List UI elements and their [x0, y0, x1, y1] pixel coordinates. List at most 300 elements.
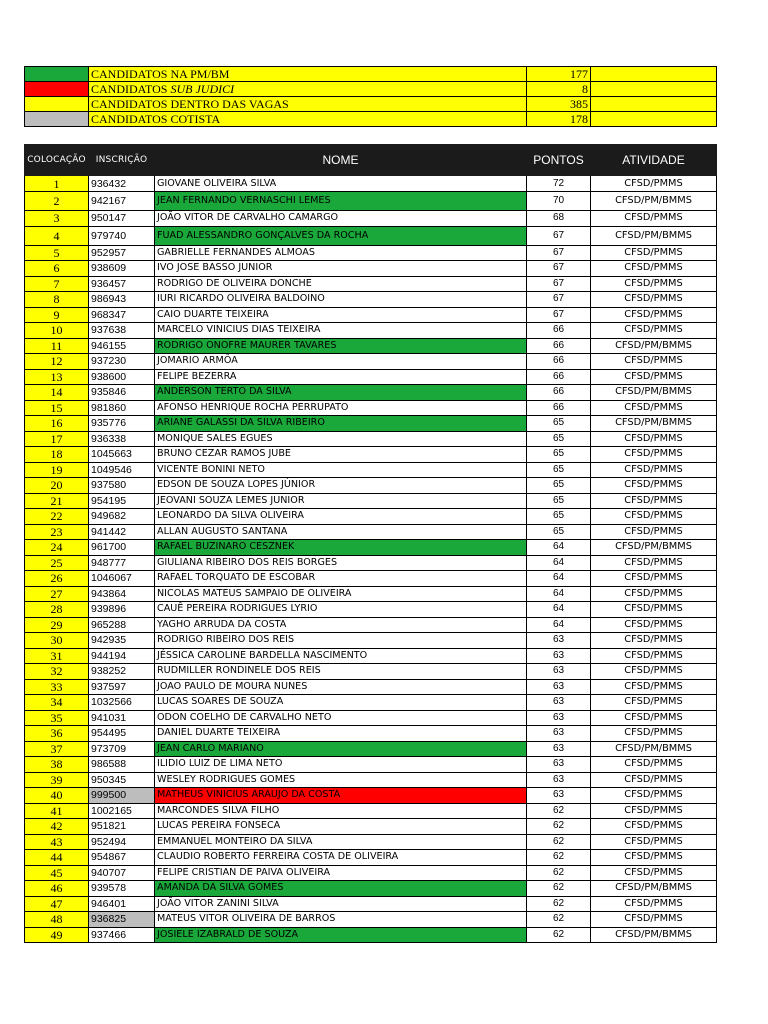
- atividade-cell: CFSD/PMMS: [591, 307, 717, 323]
- legend-value: 178: [527, 112, 591, 127]
- inscricao-cell: 936457: [89, 276, 155, 292]
- colocacao-cell: 7: [25, 276, 89, 292]
- atividade-cell: CFSD/PM/BMMS: [591, 338, 717, 354]
- colocacao-cell: 47: [25, 896, 89, 912]
- pontos-cell: 67: [527, 276, 591, 292]
- table-row: [25, 757, 717, 773]
- colocacao-cell: 19: [25, 462, 89, 478]
- pontos-cell: 66: [527, 369, 591, 385]
- nome-cell: LUCAS PEREIRA FONSECA: [155, 819, 527, 835]
- pontos-cell: 62: [527, 819, 591, 835]
- atividade-cell: CFSD/PMMS: [591, 803, 717, 819]
- atividade-cell: CFSD/PM/BMMS: [591, 881, 717, 897]
- results-table: [24, 144, 717, 943]
- legend-row: [25, 67, 717, 82]
- inscricao-cell: 937230: [89, 354, 155, 370]
- inscricao-cell: 935776: [89, 416, 155, 432]
- colocacao-cell: 38: [25, 757, 89, 773]
- colocacao-cell: 41: [25, 803, 89, 819]
- table-row: [25, 245, 717, 261]
- table-row: [25, 211, 717, 227]
- nome-cell: RODRIGO ONOFRE MAURER TAVARES: [155, 338, 527, 354]
- pontos-cell: 63: [527, 726, 591, 742]
- inscricao-cell: 954195: [89, 493, 155, 509]
- pontos-cell: 66: [527, 323, 591, 339]
- nome-cell: JÉSSICA CAROLINE BARDELLA NASCIMENTO: [155, 648, 527, 664]
- header-atividade[interactable]: ATIVIDADE: [591, 145, 717, 176]
- colocacao-cell: 36: [25, 726, 89, 742]
- inscricao-cell: 941442: [89, 524, 155, 540]
- table-row: [25, 571, 717, 587]
- colocacao-cell: 22: [25, 509, 89, 525]
- colocacao-cell: 5: [25, 245, 89, 261]
- table-row: [25, 276, 717, 292]
- atividade-cell: CFSD/PMMS: [591, 834, 717, 850]
- legend-label-text: CANDIDATOS NA PM/BM: [91, 67, 230, 81]
- table-row: [25, 648, 717, 664]
- colocacao-cell: 24: [25, 540, 89, 556]
- atividade-cell: CFSD/PM/BMMS: [591, 226, 717, 245]
- colocacao-cell: 15: [25, 400, 89, 416]
- table-row: [25, 741, 717, 757]
- colocacao-cell: 12: [25, 354, 89, 370]
- inscricao-cell: 1049546: [89, 462, 155, 478]
- atividade-cell: CFSD/PMMS: [591, 788, 717, 804]
- nome-cell: FELIPE CRISTIAN DE PAIVA OLIVEIRA: [155, 865, 527, 881]
- nome-cell: MARCONDES SILVA FILHO: [155, 803, 527, 819]
- colocacao-cell: 14: [25, 385, 89, 401]
- atividade-cell: CFSD/PMMS: [591, 896, 717, 912]
- nome-cell: ALLAN AUGUSTO SANTANA: [155, 524, 527, 540]
- colocacao-cell: 34: [25, 695, 89, 711]
- nome-cell: AFONSO HENRIQUE ROCHA PERRUPATO: [155, 400, 527, 416]
- nome-cell: JOAO PAULO DE MOURA NUNES: [155, 679, 527, 695]
- atividade-cell: CFSD/PMMS: [591, 679, 717, 695]
- pontos-cell: 63: [527, 710, 591, 726]
- nome-cell: LUCAS SOARES DE SOUZA: [155, 695, 527, 711]
- pontos-cell: 62: [527, 865, 591, 881]
- pontos-cell: 63: [527, 679, 591, 695]
- inscricao-cell: 952494: [89, 834, 155, 850]
- table-row: [25, 850, 717, 866]
- pontos-cell: 62: [527, 912, 591, 928]
- nome-cell: GIULIANA RIBEIRO DOS REIS BORGES: [155, 555, 527, 571]
- table-row: [25, 679, 717, 695]
- pontos-cell: 65: [527, 416, 591, 432]
- legend-label: [89, 112, 527, 127]
- nome-cell: RAFAEL TORQUATO DE ESCOBAR: [155, 571, 527, 587]
- nome-cell: IURI RICARDO OLIVEIRA BALDOINO: [155, 292, 527, 308]
- pontos-cell: 63: [527, 757, 591, 773]
- inscricao-cell: 949682: [89, 509, 155, 525]
- colocacao-cell: 9: [25, 307, 89, 323]
- inscricao-cell: 950147: [89, 211, 155, 227]
- legend-swatch: [25, 97, 89, 112]
- atividade-cell: CFSD/PMMS: [591, 323, 717, 339]
- inscricao-cell: 965288: [89, 617, 155, 633]
- inscricao-cell: 942167: [89, 192, 155, 211]
- pontos-cell: 62: [527, 896, 591, 912]
- table-row: [25, 323, 717, 339]
- inscricao-cell: 1002165: [89, 803, 155, 819]
- pontos-cell: 65: [527, 509, 591, 525]
- nome-cell: ILIDIO LUIZ DE LIMA NETO: [155, 757, 527, 773]
- pontos-cell: 66: [527, 354, 591, 370]
- pontos-cell: 62: [527, 850, 591, 866]
- legend-table: [24, 66, 717, 127]
- inscricao-cell: 938600: [89, 369, 155, 385]
- nome-cell: JEAN CARLO MARIANO: [155, 741, 527, 757]
- atividade-cell: CFSD/PMMS: [591, 819, 717, 835]
- legend-label-text: CANDIDATOS COTISTA: [91, 112, 221, 126]
- atividade-cell: CFSD/PM/BMMS: [591, 540, 717, 556]
- inscricao-cell: 936432: [89, 176, 155, 192]
- table-row: [25, 896, 717, 912]
- table-row: [25, 478, 717, 494]
- inscricao-cell: 979740: [89, 226, 155, 245]
- colocacao-cell: 16: [25, 416, 89, 432]
- table-row: [25, 586, 717, 602]
- inscricao-cell: 935846: [89, 385, 155, 401]
- nome-cell: ARIANE GALASSI DA SILVA RIBEIRO: [155, 416, 527, 432]
- pontos-cell: 64: [527, 571, 591, 587]
- colocacao-cell: 37: [25, 741, 89, 757]
- colocacao-cell: 44: [25, 850, 89, 866]
- pontos-cell: 70: [527, 192, 591, 211]
- header-colocacao[interactable]: COLOCAÇÃO: [25, 145, 89, 176]
- colocacao-cell: 1: [25, 176, 89, 192]
- inscricao-cell: 937580: [89, 478, 155, 494]
- nome-cell: GABRIELLE FERNANDES ALMOAS: [155, 245, 527, 261]
- header-nome[interactable]: NOME: [155, 145, 527, 176]
- atividade-cell: CFSD/PMMS: [591, 493, 717, 509]
- atividade-cell: CFSD/PMMS: [591, 772, 717, 788]
- pontos-cell: 63: [527, 741, 591, 757]
- colocacao-cell: 35: [25, 710, 89, 726]
- atividade-cell: CFSD/PMMS: [591, 648, 717, 664]
- colocacao-cell: 48: [25, 912, 89, 928]
- inscricao-cell: 939578: [89, 881, 155, 897]
- legend-value: 385: [527, 97, 591, 112]
- pontos-cell: 65: [527, 478, 591, 494]
- legend-row: [25, 112, 717, 127]
- atividade-cell: CFSD/PMMS: [591, 710, 717, 726]
- inscricao-cell: 936338: [89, 431, 155, 447]
- legend-empty-cell: [591, 67, 717, 82]
- colocacao-cell: 27: [25, 586, 89, 602]
- colocacao-cell: 28: [25, 602, 89, 618]
- nome-cell: RODRIGO DE OLIVEIRA DONCHE: [155, 276, 527, 292]
- legend-label-text: CANDIDATOS: [91, 82, 171, 96]
- colocacao-cell: 6: [25, 261, 89, 277]
- table-row: [25, 555, 717, 571]
- nome-cell: JOÃO VITOR DE CARVALHO CAMARGO: [155, 211, 527, 227]
- colocacao-cell: 8: [25, 292, 89, 308]
- colocacao-cell: 13: [25, 369, 89, 385]
- nome-cell: EMMANUEL MONTEIRO DA SILVA: [155, 834, 527, 850]
- table-row: [25, 431, 717, 447]
- nome-cell: NICOLAS MATEUS SAMPAIO DE OLIVEIRA: [155, 586, 527, 602]
- inscricao-cell: 954867: [89, 850, 155, 866]
- atividade-cell: CFSD/PMMS: [591, 431, 717, 447]
- table-row: [25, 788, 717, 804]
- atividade-cell: CFSD/PM/BMMS: [591, 192, 717, 211]
- legend-value: 177: [527, 67, 591, 82]
- inscricao-cell: 952957: [89, 245, 155, 261]
- colocacao-cell: 39: [25, 772, 89, 788]
- colocacao-cell: 18: [25, 447, 89, 463]
- nome-cell: RAFAEL BUZINARO CESZNEK: [155, 540, 527, 556]
- pontos-cell: 66: [527, 400, 591, 416]
- atividade-cell: CFSD/PM/BMMS: [591, 927, 717, 943]
- inscricao-cell: 946401: [89, 896, 155, 912]
- inscricao-cell: 981860: [89, 400, 155, 416]
- atividade-cell: CFSD/PMMS: [591, 261, 717, 277]
- colocacao-cell: 2: [25, 192, 89, 211]
- colocacao-cell: 49: [25, 927, 89, 943]
- colocacao-cell: 21: [25, 493, 89, 509]
- nome-cell: FELIPE BEZERRA: [155, 369, 527, 385]
- inscricao-cell: 940707: [89, 865, 155, 881]
- pontos-cell: 62: [527, 803, 591, 819]
- table-row: [25, 192, 717, 211]
- inscricao-cell: 986588: [89, 757, 155, 773]
- colocacao-cell: 3: [25, 211, 89, 227]
- atividade-cell: CFSD/PMMS: [591, 571, 717, 587]
- legend-label: [89, 97, 527, 112]
- table-row: [25, 865, 717, 881]
- colocacao-cell: 10: [25, 323, 89, 339]
- header-inscricao[interactable]: INSCRIÇÃO: [89, 145, 155, 176]
- table-row: [25, 912, 717, 928]
- inscricao-cell: 1045663: [89, 447, 155, 463]
- atividade-cell: CFSD/PMMS: [591, 617, 717, 633]
- colocacao-cell: 11: [25, 338, 89, 354]
- pontos-cell: 63: [527, 772, 591, 788]
- inscricao-cell: 937638: [89, 323, 155, 339]
- pontos-cell: 65: [527, 431, 591, 447]
- table-row: [25, 617, 717, 633]
- nome-cell: JEAN FERNANDO VERNASCHI LEMES: [155, 192, 527, 211]
- nome-cell: BRUNO CEZAR RAMOS JUBE: [155, 447, 527, 463]
- inscricao-cell: 938609: [89, 261, 155, 277]
- atividade-cell: CFSD/PMMS: [591, 695, 717, 711]
- atividade-cell: CFSD/PMMS: [591, 176, 717, 192]
- inscricao-cell: 946155: [89, 338, 155, 354]
- legend-label: [89, 82, 527, 97]
- inscricao-cell: 973709: [89, 741, 155, 757]
- atividade-cell: CFSD/PMMS: [591, 664, 717, 680]
- nome-cell: MONIQUE SALES EGUES: [155, 431, 527, 447]
- inscricao-cell: 939896: [89, 602, 155, 618]
- pontos-cell: 62: [527, 927, 591, 943]
- nome-cell: GIOVANE OLIVEIRA SILVA: [155, 176, 527, 192]
- atividade-cell: CFSD/PMMS: [591, 586, 717, 602]
- inscricao-cell: 986943: [89, 292, 155, 308]
- colocacao-cell: 33: [25, 679, 89, 695]
- atividade-cell: CFSD/PMMS: [591, 276, 717, 292]
- nome-cell: ODON COELHO DE CARVALHO NETO: [155, 710, 527, 726]
- atividade-cell: CFSD/PMMS: [591, 633, 717, 649]
- colocacao-cell: 26: [25, 571, 89, 587]
- table-row: [25, 292, 717, 308]
- inscricao-cell: 948777: [89, 555, 155, 571]
- legend-value: 8: [527, 82, 591, 97]
- table-row: [25, 803, 717, 819]
- pontos-cell: 65: [527, 524, 591, 540]
- table-row: [25, 881, 717, 897]
- table-row: [25, 509, 717, 525]
- colocacao-cell: 46: [25, 881, 89, 897]
- table-row: [25, 524, 717, 540]
- nome-cell: LEONARDO DA SILVA OLIVEIRA: [155, 509, 527, 525]
- table-row: [25, 176, 717, 192]
- table-row: [25, 493, 717, 509]
- nome-cell: AMANDA DA SILVA GOMES: [155, 881, 527, 897]
- nome-cell: CAIO DUARTE TEIXEIRA: [155, 307, 527, 323]
- inscricao-cell: 950345: [89, 772, 155, 788]
- legend-label: [89, 67, 527, 82]
- colocacao-cell: 40: [25, 788, 89, 804]
- table-row: [25, 664, 717, 680]
- table-row: [25, 416, 717, 432]
- pontos-cell: 62: [527, 881, 591, 897]
- atividade-cell: CFSD/PMMS: [591, 478, 717, 494]
- nome-cell: RUDMILLER RONDINELE DOS REIS: [155, 664, 527, 680]
- inscricao-cell: 954495: [89, 726, 155, 742]
- atividade-cell: CFSD/PMMS: [591, 509, 717, 525]
- colocacao-cell: 30: [25, 633, 89, 649]
- atividade-cell: CFSD/PMMS: [591, 292, 717, 308]
- atividade-cell: CFSD/PMMS: [591, 245, 717, 261]
- pontos-cell: 66: [527, 338, 591, 354]
- colocacao-cell: 25: [25, 555, 89, 571]
- table-row: [25, 261, 717, 277]
- legend-row: [25, 97, 717, 112]
- table-row: [25, 602, 717, 618]
- nome-cell: IVO JOSE BASSO JUNIOR: [155, 261, 527, 277]
- atividade-cell: CFSD/PM/BMMS: [591, 741, 717, 757]
- colocacao-cell: 23: [25, 524, 89, 540]
- atividade-cell: CFSD/PMMS: [591, 369, 717, 385]
- inscricao-cell: 937466: [89, 927, 155, 943]
- colocacao-cell: 31: [25, 648, 89, 664]
- legend-row: [25, 82, 717, 97]
- table-row: [25, 819, 717, 835]
- inscricao-cell: 938252: [89, 664, 155, 680]
- inscricao-cell: 944194: [89, 648, 155, 664]
- inscricao-cell: 943864: [89, 586, 155, 602]
- pontos-cell: 64: [527, 540, 591, 556]
- colocacao-cell: 43: [25, 834, 89, 850]
- nome-cell: DANIEL DUARTE TEIXEIRA: [155, 726, 527, 742]
- pontos-cell: 64: [527, 555, 591, 571]
- table-row: [25, 834, 717, 850]
- colocacao-cell: 29: [25, 617, 89, 633]
- table-row: [25, 726, 717, 742]
- inscricao-cell: 999500: [89, 788, 155, 804]
- nome-cell: YAGHO ARRUDA DA COSTA: [155, 617, 527, 633]
- colocacao-cell: 17: [25, 431, 89, 447]
- table-row: [25, 385, 717, 401]
- nome-cell: MARCELO VINICIUS DIAS TEIXEIRA: [155, 323, 527, 339]
- inscricao-cell: 1046067: [89, 571, 155, 587]
- pontos-cell: 67: [527, 226, 591, 245]
- atividade-cell: CFSD/PM/BMMS: [591, 385, 717, 401]
- legend-swatch: [25, 112, 89, 127]
- table-row: [25, 633, 717, 649]
- atividade-cell: CFSD/PMMS: [591, 524, 717, 540]
- table-row: [25, 772, 717, 788]
- legend-empty-cell: [591, 112, 717, 127]
- pontos-cell: 64: [527, 602, 591, 618]
- atividade-cell: CFSD/PMMS: [591, 462, 717, 478]
- table-row: [25, 540, 717, 556]
- atividade-cell: CFSD/PMMS: [591, 912, 717, 928]
- atividade-cell: CFSD/PMMS: [591, 602, 717, 618]
- colocacao-cell: 45: [25, 865, 89, 881]
- atividade-cell: CFSD/PMMS: [591, 400, 717, 416]
- inscricao-cell: 1032566: [89, 695, 155, 711]
- pontos-cell: 67: [527, 307, 591, 323]
- pontos-cell: 64: [527, 586, 591, 602]
- legend-label-text: CANDIDATOS DENTRO DAS VAGAS: [91, 97, 289, 111]
- colocacao-cell: 20: [25, 478, 89, 494]
- pontos-cell: 63: [527, 695, 591, 711]
- pontos-cell: 67: [527, 245, 591, 261]
- table-row: [25, 695, 717, 711]
- nome-cell: EDSON DE SOUZA LOPES JÚNIOR: [155, 478, 527, 494]
- pontos-cell: 63: [527, 788, 591, 804]
- nome-cell: RODRIGO RIBEIRO DOS REIS: [155, 633, 527, 649]
- pontos-cell: 63: [527, 648, 591, 664]
- atividade-cell: CFSD/PMMS: [591, 726, 717, 742]
- inscricao-cell: 968347: [89, 307, 155, 323]
- header-pontos[interactable]: PONTOS: [527, 145, 591, 176]
- nome-cell: VICENTE BONINI NETO: [155, 462, 527, 478]
- table-row: [25, 927, 717, 943]
- legend-empty-cell: [591, 97, 717, 112]
- pontos-cell: 62: [527, 834, 591, 850]
- pontos-cell: 63: [527, 664, 591, 680]
- nome-cell: CAUÊ PEREIRA RODRIGUES LYRIO: [155, 602, 527, 618]
- table-row: [25, 307, 717, 323]
- colocacao-cell: 32: [25, 664, 89, 680]
- pontos-cell: 63: [527, 633, 591, 649]
- pontos-cell: 67: [527, 261, 591, 277]
- inscricao-cell: 961700: [89, 540, 155, 556]
- atividade-cell: CFSD/PMMS: [591, 447, 717, 463]
- pontos-cell: 67: [527, 292, 591, 308]
- table-row: [25, 338, 717, 354]
- table-row: [25, 462, 717, 478]
- nome-cell: JOMARIO ARMÔA: [155, 354, 527, 370]
- pontos-cell: 65: [527, 447, 591, 463]
- nome-cell: ANDERSON TERTO DA SILVA: [155, 385, 527, 401]
- table-row: [25, 369, 717, 385]
- inscricao-cell: 936825: [89, 912, 155, 928]
- legend-swatch: [25, 67, 89, 82]
- nome-cell: FUAD ALESSANDRO GONÇALVES DA ROCHA: [155, 226, 527, 245]
- nome-cell: CLAUDIO ROBERTO FERREIRA COSTA DE OLIVEIRA: [155, 850, 527, 866]
- pontos-cell: 66: [527, 385, 591, 401]
- table-row: [25, 400, 717, 416]
- inscricao-cell: 937597: [89, 679, 155, 695]
- colocacao-cell: 4: [25, 226, 89, 245]
- pontos-cell: 65: [527, 462, 591, 478]
- nome-cell: MATHEUS VINICIUS ARAUJO DA COSTA: [155, 788, 527, 804]
- pontos-cell: 64: [527, 617, 591, 633]
